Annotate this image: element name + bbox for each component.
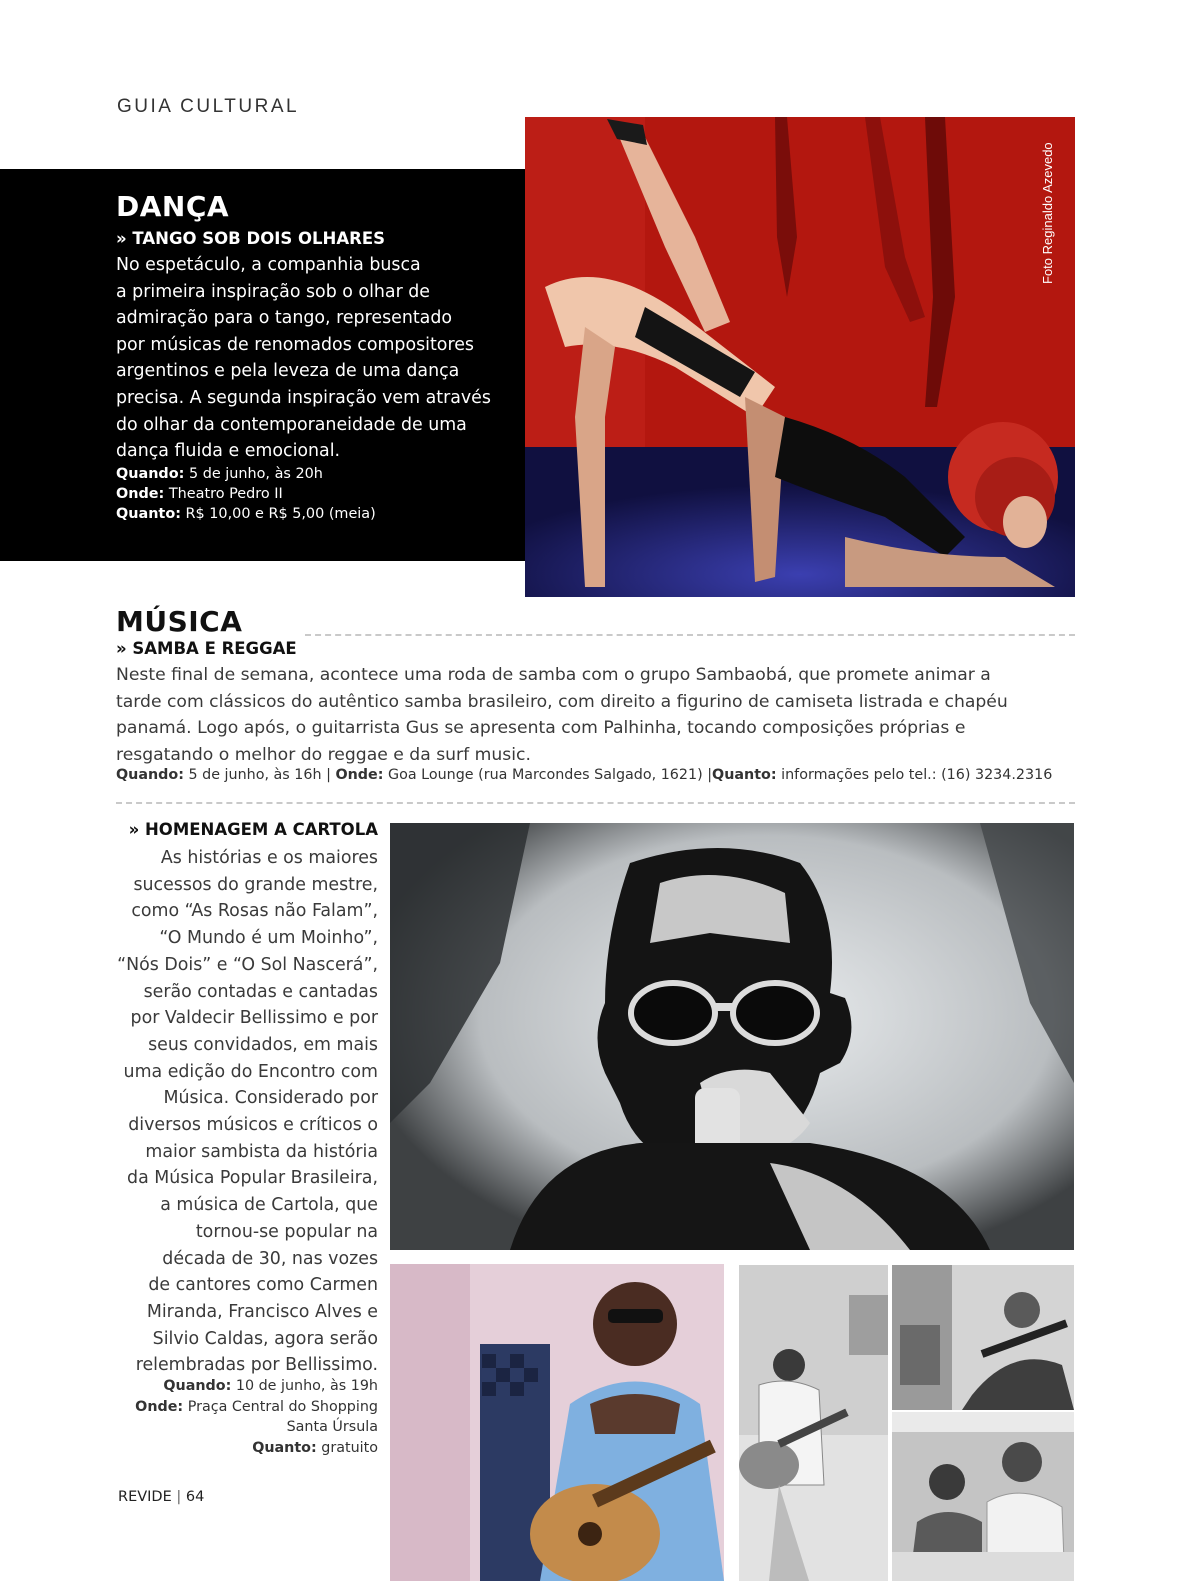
body-line: por Valdecir Bellissimo e por bbox=[130, 1008, 378, 1029]
body-line: tornou-se popular na bbox=[195, 1221, 378, 1242]
musica-title: MÚSICA bbox=[116, 605, 243, 638]
body-line: como “As Rosas não Falam”, bbox=[131, 901, 378, 922]
page-footer bbox=[118, 1489, 204, 1505]
body-line: década de 30, nas vozes bbox=[162, 1248, 378, 1269]
danca-when: Quando: 5 de junho, às 20h bbox=[116, 466, 323, 482]
body-line: As histórias e os maiores bbox=[160, 848, 378, 868]
section-label: GUIA CULTURAL bbox=[117, 96, 300, 117]
tango-dancers-photo bbox=[525, 117, 1075, 597]
body-line: panamá. Logo após, o guitarrista Gus se apresenta com Palhinha, tocando composições próprias e bbox=[116, 718, 966, 738]
danca-body bbox=[116, 252, 511, 465]
page-number: 64 bbox=[185, 1489, 205, 1505]
musica-subtitle: » SAMBA E REGGAE bbox=[116, 639, 297, 658]
danca-price: Quanto: R$ 10,00 e R$ 5,00 (meia) bbox=[116, 506, 376, 522]
cartola-bw-photo-window bbox=[892, 1265, 1074, 1410]
danca-title: DANÇA bbox=[116, 190, 230, 223]
magazine-name: REVIDE bbox=[118, 1489, 172, 1505]
body-line: No espetáculo, a companhia busca bbox=[116, 255, 421, 275]
body-line: argentinos e pela leveza de uma dança bbox=[116, 361, 460, 382]
cartola-body bbox=[112, 845, 378, 1379]
body-line: Silvio Caldas, agora serão bbox=[152, 1328, 378, 1349]
body-line: precisa. A segunda inspiração vem através bbox=[116, 387, 491, 408]
body-line: relembradas por Bellissimo. bbox=[135, 1355, 378, 1376]
body-line: de cantores como Carmen bbox=[148, 1275, 378, 1296]
danca-where: Onde: Theatro Pedro II bbox=[116, 486, 283, 502]
body-line: Miranda, Francisco Alves e bbox=[146, 1301, 378, 1322]
body-line: resgatando o melhor do reggae e da surf music. bbox=[116, 744, 531, 765]
danca-event-info bbox=[116, 464, 376, 524]
cartola-subtitle: » HOMENAGEM A CARTOLA bbox=[128, 820, 378, 839]
cartola-stencil-photo bbox=[390, 823, 1074, 1250]
cartola-bw-photo-guitar bbox=[739, 1265, 888, 1581]
cartola-event-info bbox=[116, 1376, 378, 1458]
body-line: por músicas de renomados compositores bbox=[116, 334, 474, 355]
body-line: Música. Considerado por bbox=[163, 1088, 378, 1109]
body-line: uma edição do Encontro com bbox=[123, 1061, 378, 1082]
footer-separator: | bbox=[176, 1489, 182, 1505]
body-line: “O Mundo é um Moinho”, bbox=[159, 928, 378, 949]
cartola-guitar-color-photo bbox=[390, 1264, 724, 1581]
body-line: serão contadas e cantadas bbox=[143, 981, 378, 1002]
cartola-when: Quando: 10 de junho, às 19h bbox=[163, 1378, 378, 1394]
musica-body bbox=[116, 662, 1066, 768]
cartola-price: Quanto: gratuito bbox=[252, 1439, 378, 1456]
body-line: a primeira inspiração sob o olhar de bbox=[116, 281, 430, 302]
dashed-divider bbox=[305, 634, 1075, 636]
body-line: “Nós Dois” e “O Sol Nascerá”, bbox=[117, 954, 378, 975]
musica-event-info: Quando: 5 de junho, às 16h | Onde: Goa Lounge (rua Marcondes Salgado, 1621) |Quanto: informações pelo tel.: (16) 3234.2316 bbox=[116, 767, 1053, 783]
body-line: sucessos do grande mestre, bbox=[133, 874, 378, 895]
danca-subtitle: » TANGO SOB DOIS OLHARES bbox=[116, 229, 385, 248]
body-line: da Música Popular Brasileira, bbox=[127, 1168, 378, 1189]
cartola-bw-photo-couple bbox=[892, 1412, 1074, 1581]
photo-credit: Foto Reginaldo Azevedo bbox=[1040, 142, 1055, 284]
body-line: do olhar da contemporaneidade de uma bbox=[116, 414, 467, 435]
body-line: dança fluida e emocional. bbox=[116, 441, 341, 462]
cartola-where: Onde: Praça Central do Shopping bbox=[135, 1398, 378, 1415]
body-line: admiração para o tango, representado bbox=[116, 308, 453, 329]
body-line: diversos músicos e críticos o bbox=[128, 1115, 378, 1136]
cartola-where-2: Santa Úrsula bbox=[286, 1419, 378, 1435]
body-line: maior sambista da história bbox=[145, 1141, 378, 1162]
body-line: Neste final de semana, acontece uma roda de samba com o grupo Sambaobá, que promete animar a bbox=[116, 665, 991, 685]
body-line: tarde com clássicos do autêntico samba brasileiro, com direito a figurino de camiseta listrada e chapéu bbox=[116, 691, 1008, 712]
dashed-divider bbox=[116, 802, 1075, 804]
body-line: a música de Cartola, que bbox=[160, 1195, 378, 1216]
body-line: seus convidados, em mais bbox=[148, 1034, 378, 1055]
